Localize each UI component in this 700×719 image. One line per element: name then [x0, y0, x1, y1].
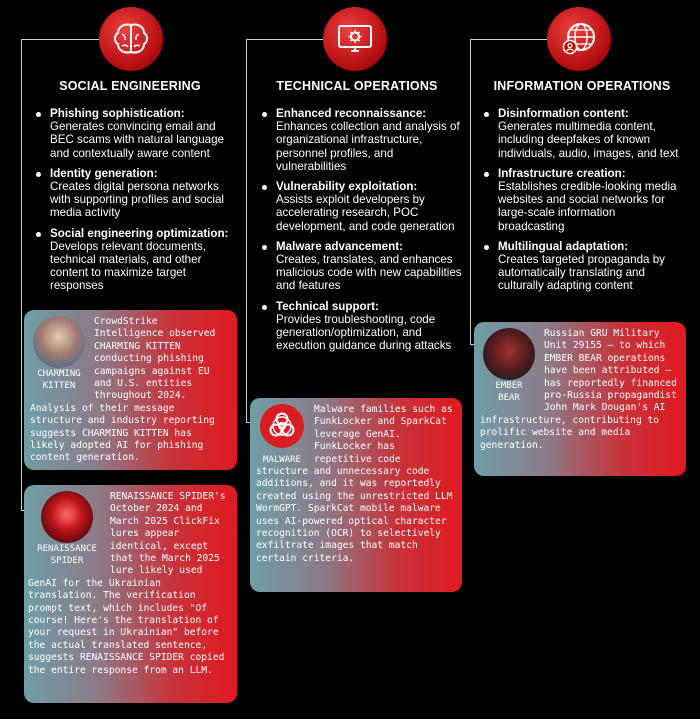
list-item [262, 180, 462, 233]
avatar-label-line1: CHARMING [37, 369, 81, 379]
connector-line [470, 39, 471, 344]
list-item-body: Establishes credible-looking media websites and social networks for large-scale information broadcasting [498, 180, 677, 233]
connector-line [246, 39, 326, 40]
list-item-head: Phishing sophistication: [50, 107, 185, 120]
list-item [262, 240, 462, 293]
avatar-label-line1: EMBER [495, 381, 523, 391]
charming-kitten-card [24, 310, 237, 470]
list-item [36, 227, 236, 293]
charming-kitten-avatar [33, 316, 85, 368]
monitor-gear-icon [323, 7, 387, 71]
ember-bear-card [474, 322, 686, 476]
social-engineering-list [36, 107, 236, 300]
connector-line [21, 39, 101, 40]
avatar-block [30, 316, 88, 392]
connector-line [21, 39, 22, 511]
list-item-body: Creates digital persona networks with supporting profiles and social media activity [50, 180, 225, 220]
list-item-body: Creates, translates, and enhances malicious code with new capabilities and features [276, 253, 462, 293]
list-item-body: Develops relevant documents, technical materials, and other content to maximize target responses [50, 239, 206, 293]
avatar-label-line2: BEAR [498, 393, 520, 403]
list-item-head: Identity generation: [50, 166, 158, 180]
technical-operations-list [262, 107, 462, 359]
avatar-label: MALWARE [263, 455, 301, 465]
brain-icon [99, 7, 163, 71]
list-item-head: Technical support: [276, 299, 379, 313]
column-title-technical-operations: TECHNICAL OPERATIONS [276, 79, 438, 93]
list-item-head: Infrastructure creation: [498, 166, 626, 180]
list-item [36, 167, 236, 220]
malware-card [250, 398, 462, 592]
list-item-head: Social engineering optimization: [50, 226, 229, 240]
list-item-body: Generates multimedia content, including deepfakes of known individuals, audio, images, and text [498, 120, 679, 160]
column-title-information-operations: INFORMATION OPERATIONS [493, 79, 671, 93]
list-item-head: Malware advancement: [276, 239, 403, 253]
list-item-body: Generates convincing email and BEC scams with natural language and contextually aware content [50, 120, 224, 160]
avatar-label-line1: RENAISSANCE [37, 544, 97, 554]
list-item-head: Vulnerability exploitation: [276, 180, 418, 194]
avatar-label-line2: KITTEN [42, 381, 76, 391]
globe-person-icon [547, 7, 611, 71]
card-text: Russian GRU Military Unit 29155 — to which EMBER BEAR operations have been attributed — has reportedly financed pro-Russia propagandist John Mark Dougan's AI infrastructure, contributing to prolific website and media generation. [480, 328, 677, 451]
list-item [484, 240, 684, 293]
renaissance-spider-avatar [41, 491, 93, 543]
column-title-social-engineering: SOCIAL ENGINEERING [59, 79, 201, 93]
list-item-head: Enhanced reconnaissance: [276, 107, 427, 120]
card-text: RENAISSANCE SPIDER's October 2024 and March 2025 ClickFix lures appear identical, except that the March 2025 lure likely used GenAI for the Ukrainian translation. The verification prompt text, which includes "Of course! Here's the translation of your request in Ukrainian" before the actual translated sentence, suggests RENAISSANCE SPIDER copied the entire response from an LLM. [28, 491, 226, 676]
renaissance-spider-card [24, 485, 237, 703]
list-item [36, 107, 236, 160]
list-item-body: Assists exploit developers by accelerating research, POC development, and code generation [276, 193, 455, 233]
connector-line [470, 39, 550, 40]
connector-line [246, 39, 247, 422]
list-item [484, 107, 684, 160]
list-item-body: Creates targeted propaganda by automatically translating and culturally adapting content [498, 253, 665, 293]
avatar-label-line2: SPIDER [50, 556, 84, 566]
card-text: CrowdStrike Intelligence observed CHARMING KITTEN conducting phishing campaigns against EU and U.S. entities throughout 2024. Analysis of their message structure and industry reporting suggests CHARMING KITTEN has likely adopted AI for phishing content generation. [30, 316, 216, 464]
card-text: Malware families such as FunkLocker and SparkCat leverage GenAI. FunkLocker has repetitive code structure and unnecessary code additions, and it was reportedly created using the unrestricted LLM WormGPT. SparkCat mobile malware uses AI-powered optical character recognition (OCR) to selectively exfiltrate images that match certain criteria. [256, 404, 453, 564]
list-item [262, 107, 462, 173]
list-item-head: Multilingual adaptation: [498, 239, 629, 253]
avatar-block [480, 328, 538, 404]
list-item [262, 300, 462, 353]
ember-bear-avatar [483, 328, 535, 380]
avatar-block [28, 491, 106, 567]
biohazard-icon [260, 404, 304, 448]
list-item [484, 167, 684, 233]
information-operations-list [484, 107, 684, 300]
list-item-head: Disinformation content: [498, 107, 629, 120]
list-item-body: Provides troubleshooting, code generation/optimization, and execution guidance during attacks [276, 312, 452, 353]
list-item-body: Enhances collection and analysis of organizational infrastructure, personnel profiles, and vulnerabilities [276, 120, 460, 173]
avatar-block [256, 404, 308, 466]
